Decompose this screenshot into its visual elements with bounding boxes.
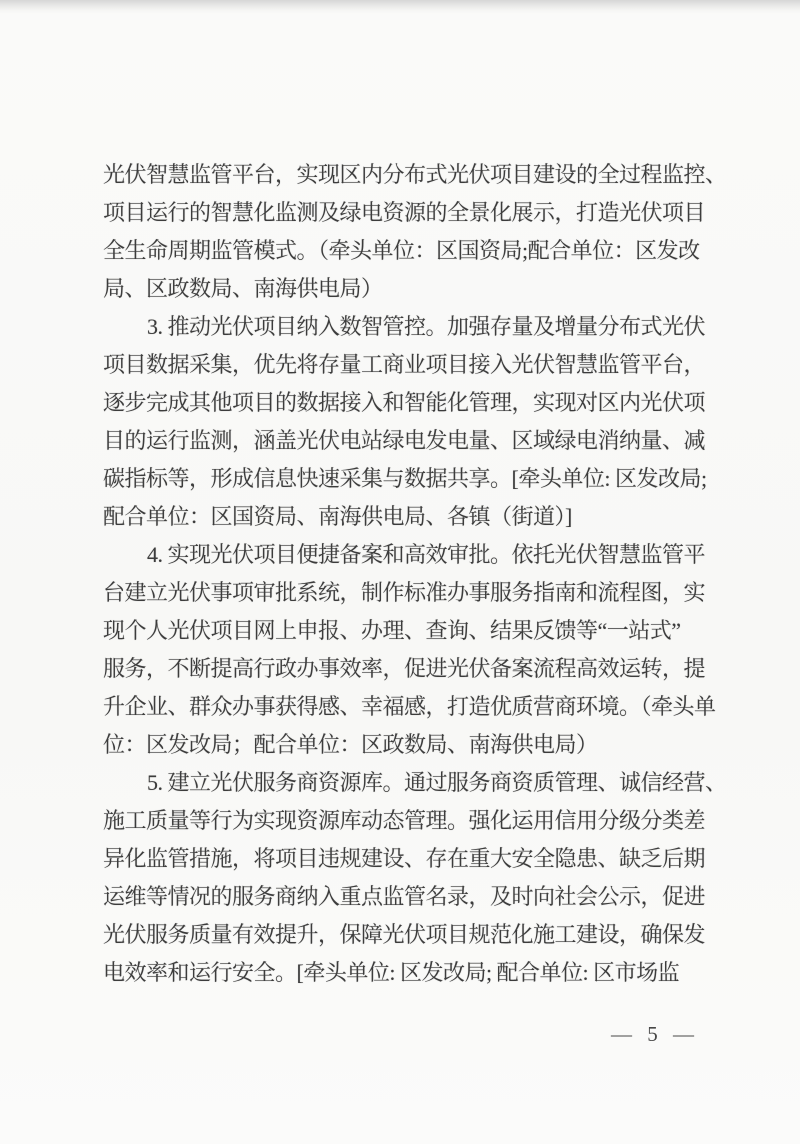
text-line: 目的运行监测，涵盖光伏电站绿电发电量、区域绿电消纳量、减 [103,428,706,453]
text-line: 升企业、群众办事获得感、幸福感，打造优质营商环境。（牵头单 [103,694,716,719]
document-body [103,156,733,992]
text-line: 4. 实现光伏项目便捷备案和高效审批。依托光伏智慧监管平 [147,542,706,567]
text-line: 项目数据采集，优先将存量工商业项目接入光伏智慧监管平台， [103,352,706,377]
text-line: 台建立光伏事项审批系统，制作标准办事服务指南和流程图，实 [103,580,706,605]
text-line: 全生命周期监管模式。（牵头单位：区国资局;配合单位：区发改 [103,238,700,263]
text-line: 施工质量等行为实现资源库动态管理。强化运用信用分级分类差 [103,808,706,833]
text-line: 3. 推动光伏项目纳入数智管控。加强存量及增量分布式光伏 [147,314,706,339]
text-line: 5. 建立光伏服务商资源库。通过服务商资质管理、诚信经营、 [147,770,727,795]
text-line: 异化监管措施，将项目违规建设、存在重大安全隐患、缺乏后期 [103,846,706,871]
text-line: 运维等情况的服务商纳入重点监管名录，及时向社会公示，促进 [103,884,706,909]
text-line: 局、区政数局、南海供电局） [103,276,383,301]
text-line: 现个人光伏项目网上申报、办理、查询、结果反馈等“一站式” [103,618,681,643]
text-line: 配合单位：区国资局、南海供电局、各镇（街道）] [103,504,572,529]
text-line: 位：区发改局；配合单位：区政数局、南海供电局） [103,732,598,757]
text-line: 电效率和运行安全。[牵头单位: 区发改局; 配合单位: 区市场监 [103,960,680,985]
text-line: 项目运行的智慧化监测及绿电资源的全景化展示，打造光伏项目 [103,200,706,225]
text-line: 服务，不断提高行政办事效率，促进光伏备案流程高效运转，提 [103,656,706,681]
text-line: 逐步完成其他项目的数据接入和智能化管理，实现对区内光伏项 [103,390,706,415]
text-line: 光伏服务质量有效提升，保障光伏项目规范化施工建设，确保发 [103,922,706,947]
text-line: 光伏智慧监管平台，实现区内分布式光伏项目建设的全过程监控、 [103,162,727,187]
scan-edge-artifact [0,0,800,14]
page-number: — 5 — [611,1022,699,1046]
text-line: 碳指标等，形成信息快速采集与数据共享。[牵头单位: 区发改局; [103,466,707,491]
